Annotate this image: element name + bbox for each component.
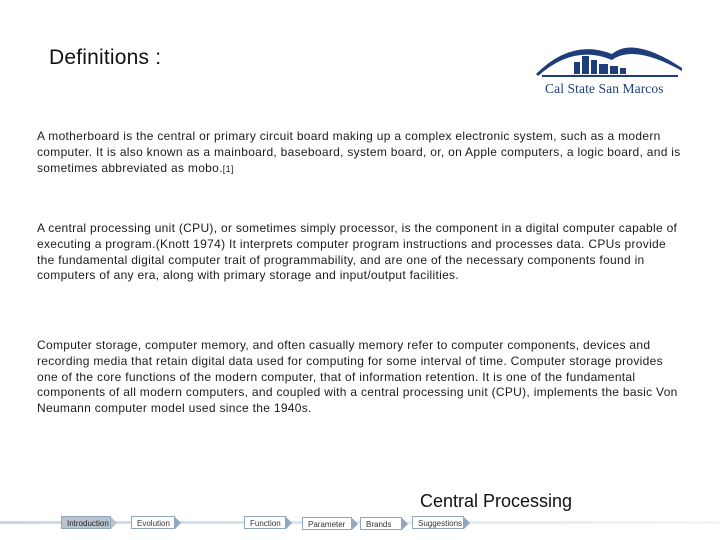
nav-parameter[interactable]: Parameter: [302, 517, 352, 530]
logo-wordmark: Cal State San Marcos: [545, 81, 664, 96]
nav-bar: [0, 508, 720, 540]
nav-brands[interactable]: Brands: [360, 517, 402, 530]
nav-evolution[interactable]: Evolution: [131, 516, 175, 529]
section-label: Central Processing: [420, 491, 573, 511]
definition-storage: Computer storage, computer memory, and often casually memory refer to computer components, devices and recording media that retain digital data used for computing for some interval of time. Computer storage provides one of the core functions of the modern computer, that of information retention. It is one of the fundamental components of all modern computers, and coupled with a central processing unit (CPU), implements the basic Von Neumann computer model used since the 1940s.: [37, 338, 678, 416]
nav-function[interactable]: Function: [244, 516, 286, 529]
page-title: Definitions :: [49, 46, 162, 69]
definition-cpu: A central processing unit (CPU), or sometimes simply processor, is the component in a digital computer capable of executing a program.(Knott 1974) It interprets computer program instructions and processes data. CPUs provide the fundamental digital computer trait of programmability, and are one of the necessary components found in computers of any era, along with primary storage and input/output facilities.: [37, 221, 678, 283]
citation-ref[interactable]: [1]: [222, 163, 234, 174]
nav-suggestions[interactable]: Suggestions: [412, 516, 464, 529]
nav-introduction[interactable]: Introduction: [61, 516, 111, 529]
definition-motherboard: A motherboard is the central or primary circuit board making up a complex electronic system, such as a modern computer. It is also known as a mainboard, baseboard, system board, or, on Apple computers, a logic board, and is sometimes abbreviated as mobo.[1]: [37, 129, 681, 175]
